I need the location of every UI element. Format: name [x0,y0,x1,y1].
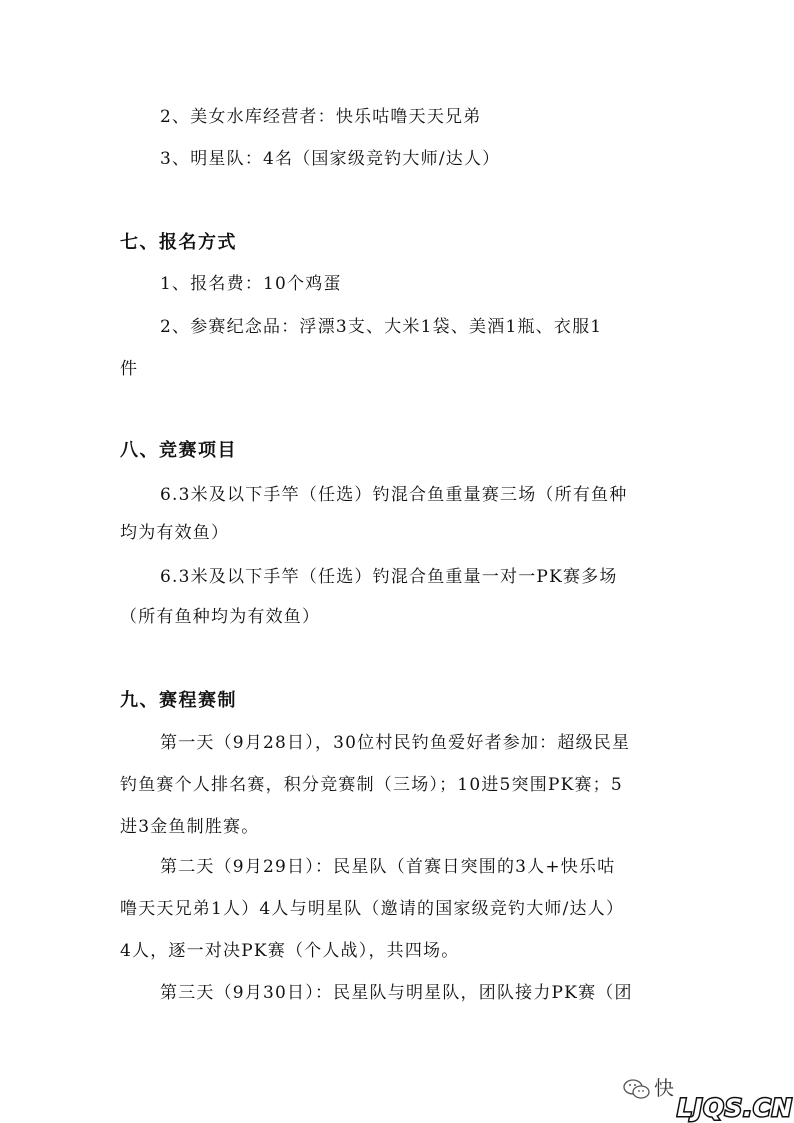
sec8-p1-line1: 6.3米及以下手竿（任选）钓混合鱼重量赛三场（所有鱼种 [160,485,628,505]
sec7-heading: 七、报名方式 [120,232,237,253]
sec9-day3-line1: 第三天（9月30日）：民星队与明星队，团队接力PK赛（团 [160,983,633,1003]
sec9-day2-line3: 4人，逐一对决PK赛（个人战），共四场。 [120,941,460,961]
sec9-day1-line2: 钓鱼赛个人排名赛，积分竞赛制（三场）；10进5突围PK赛；5 [120,775,623,795]
sec9-day2-line2: 噜天天兄弟1人）4人与明星队（邀请的国家级竞钓大师/达人） [120,899,625,919]
sec6-item3: 3、明星队：4名（国家级竞钓大师/达人） [160,149,501,169]
sec9-day1-line1: 第一天（9月28日），30位村民钓鱼爱好者参加：超级民星 [160,733,631,753]
sec8-p1-line2: 均为有效鱼） [120,523,230,543]
sec7-item1: 1、报名费：10个鸡蛋 [160,274,342,294]
watermark-char: 快 [654,1076,674,1100]
sec8-p2-line2: （所有鱼种均为有效鱼） [120,607,321,627]
sec7-item2-line1: 2、参赛纪念品：浮漂3支、大米1袋、美酒1瓶、衣服1 [160,317,603,337]
site-logo [676,1090,794,1123]
sec9-day2-line1: 第二天（9月29日）：民星队（首赛日突围的3人+快乐咕 [160,857,616,877]
wechat-icon [622,1078,652,1100]
sec7-item2-line2: 件 [120,359,139,379]
sec9-day1-line3: 进3金鱼制胜赛。 [120,817,260,837]
sec8-p2-line1: 6.3米及以下手竿（任选）钓混合鱼重量一对一PK赛多场 [160,567,618,587]
sec9-heading: 九、赛程赛制 [120,690,237,711]
sec6-item2: 2、美女水库经营者：快乐咕噜天天兄弟 [160,107,482,127]
sec8-heading: 八、竞赛项目 [120,440,237,461]
site-logo-text: LJQS.CN [677,1094,793,1122]
